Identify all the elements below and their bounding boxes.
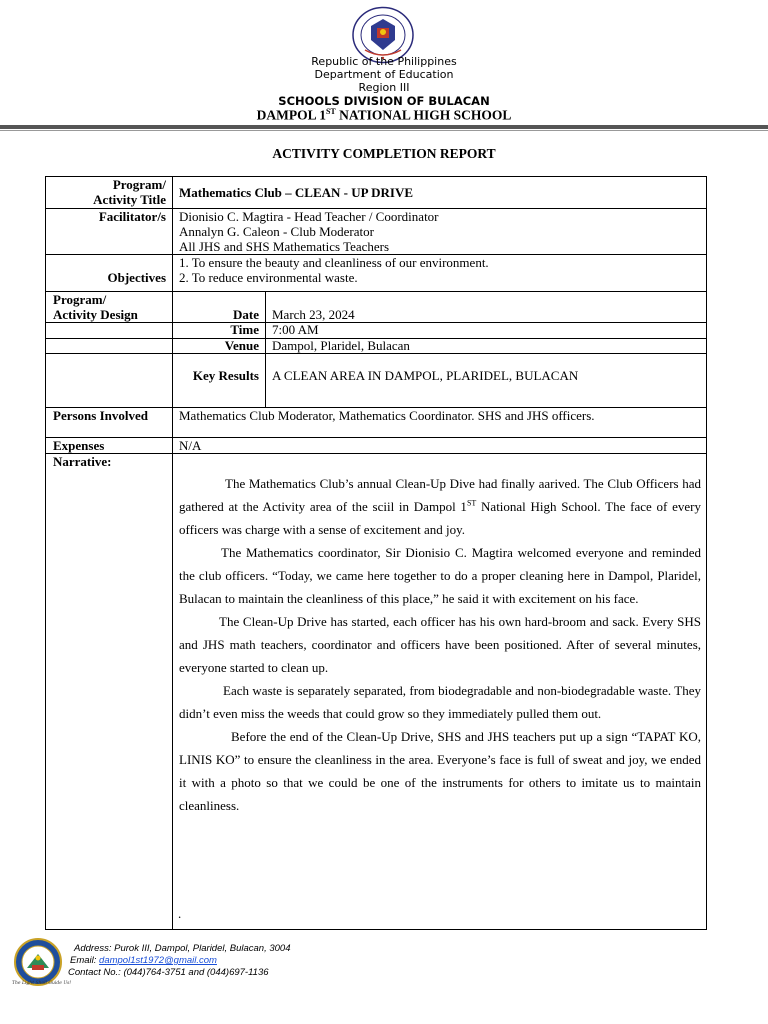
narrative-paragraph: Before the end of the Clean-Up Drive, SHS and JHS teachers put up a sign “TAPAT KO, LINIS KO” to ensure the cleanliness in the area. Everyone’s face is full of sweat and joy, we ended it with a photo so that we could be one of the instruments for others to imitate us to maintain cleanliness. bbox=[179, 729, 701, 813]
narrative-paragraph: The Mathematics Club’s annual Clean-Up Dive had finally aarived. The Club Officers had gathered at the Activity area of the sciil in Dampol 1ST National High School. The face of every officers was charge with a sense of excitement and joy. bbox=[179, 476, 701, 537]
expenses-label: Expenses bbox=[53, 438, 105, 453]
time-value: 7:00 AM bbox=[272, 322, 319, 337]
date-label: Date bbox=[233, 307, 259, 322]
department-text: Department of Education bbox=[314, 68, 454, 81]
objective-2: 2. To reduce environmental waste. bbox=[179, 270, 358, 285]
email-link[interactable]: dampol1st1972@gmail.com bbox=[99, 955, 217, 966]
key-results-value: A CLEAN AREA IN DAMPOL, PLARIDEL, BULACAN bbox=[272, 368, 579, 383]
footer-email-line: Email: dampol1st1972@gmail.com bbox=[70, 955, 217, 966]
republic-text: Republic of the Philippines bbox=[311, 55, 457, 68]
narrative-paragraph: The Clean-Up Drive has started, each officer has his own hard-broom and sack. Every SHS and JHS math teachers, coordinator and officers have been positioned. After of several minutes, everyone started to clean up. bbox=[179, 614, 701, 675]
narrative-trailing-dot: . bbox=[178, 906, 182, 921]
facilitators-label: Facilitator/s bbox=[98, 209, 166, 224]
persons-label: Persons Involved bbox=[53, 408, 148, 423]
row-divider bbox=[45, 437, 707, 438]
design-label: Program/ Activity Design bbox=[53, 292, 138, 322]
region-text: Region III bbox=[358, 81, 410, 94]
venue-value: Dampol, Plaridel, Bulacan bbox=[272, 338, 410, 353]
row-divider bbox=[45, 291, 707, 292]
row-divider bbox=[45, 322, 707, 323]
program-title-value: Mathematics Club – CLEAN - UP DRIVE bbox=[179, 185, 413, 200]
persons-value: Mathematics Club Moderator, Mathematics Coordinator. SHS and JHS officers. bbox=[179, 408, 595, 423]
footer-contact: Contact No.: (044)764-3751 and (044)697-1136 bbox=[68, 967, 269, 978]
table-inner-column-divider bbox=[265, 291, 266, 407]
table-column-divider bbox=[172, 176, 173, 930]
objectives-label: Objectives bbox=[107, 270, 166, 285]
narrative-label: Narrative: bbox=[53, 454, 112, 469]
time-label: Time bbox=[230, 322, 259, 337]
footer-address: Address: Purok III, Dampol, Plaridel, Bulacan, 3004 bbox=[74, 943, 291, 954]
facilitator-2: Annalyn G. Caleon - Club Moderator bbox=[179, 224, 374, 239]
venue-label: Venue bbox=[224, 338, 259, 353]
expenses-value: N/A bbox=[179, 438, 202, 453]
row-divider bbox=[45, 453, 707, 454]
school-name: DAMPOL 1ST NATIONAL HIGH SCHOOL bbox=[256, 107, 512, 123]
header-divider-thick bbox=[0, 125, 768, 129]
division-text: SCHOOLS DIVISION OF BULACAN bbox=[278, 94, 490, 108]
facilitator-1: Dionisio C. Magtira - Head Teacher / Coordinator bbox=[179, 209, 439, 224]
key-results-label: Key Results bbox=[192, 368, 259, 383]
header-divider-thin bbox=[0, 130, 768, 131]
facilitator-3: All JHS and SHS Mathematics Teachers bbox=[179, 239, 390, 254]
row-divider bbox=[45, 353, 707, 354]
objective-1: 1. To ensure the beauty and cleanliness of our environment. bbox=[179, 255, 489, 270]
date-value: March 23, 2024 bbox=[272, 307, 355, 322]
narrative-paragraph: The Mathematics coordinator, Sir Dionisio C. Magtira welcomed everyone and reminded the club officers. “Today, we came here together to do a proper cleaning here in Dampol, Plaridel, Bulacan to maintain the cleanliness of this place,” he said it with excitement on his face. bbox=[179, 545, 701, 606]
report-title: ACTIVITY COMPLETION REPORT bbox=[272, 146, 496, 161]
narrative-body bbox=[179, 472, 701, 817]
school-logo-tagline: The Light Shall Guide Us! bbox=[12, 981, 72, 986]
program-title-label: Program/ Activity Title bbox=[93, 177, 166, 207]
narrative-paragraph: Each waste is separately separated, from biodegradable and non-biodegradable waste. They didn’t even miss the weeds that could grow so they immediately pulled them out. bbox=[179, 683, 701, 721]
